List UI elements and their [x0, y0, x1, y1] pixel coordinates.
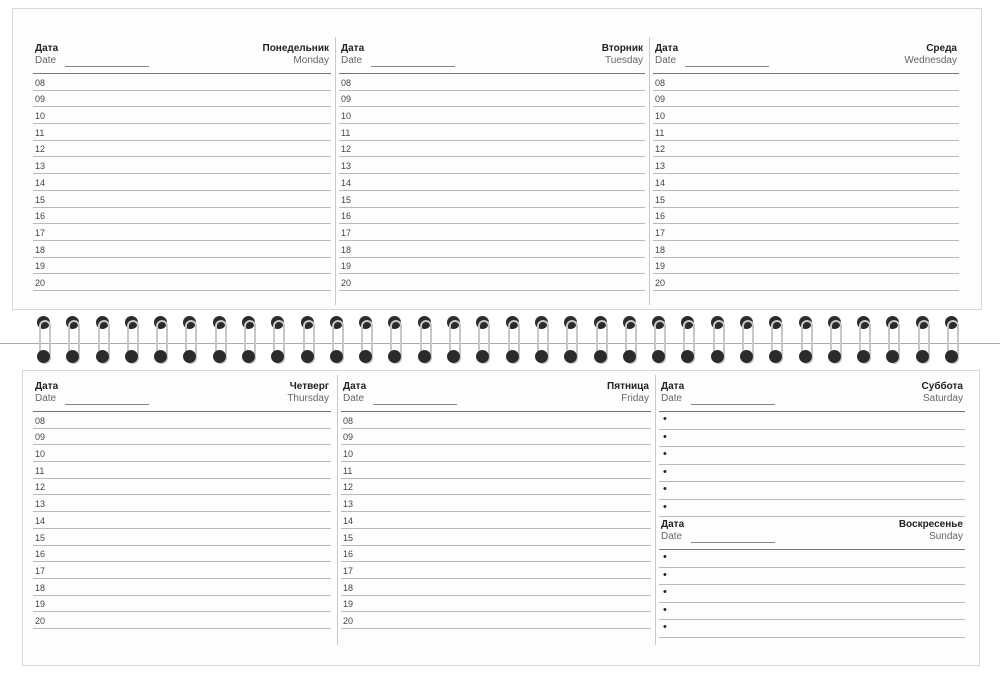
hour-label: 10	[343, 449, 354, 460]
date-label-en: Date	[655, 55, 677, 66]
binding-ring	[95, 314, 111, 364]
day-name: Пятница	[607, 381, 649, 392]
bullet-icon: •	[663, 430, 667, 443]
column-divider	[655, 375, 656, 645]
hour-row[interactable]	[341, 562, 651, 579]
day-header	[341, 377, 651, 411]
hour-row[interactable]	[341, 512, 651, 529]
note-row[interactable]	[659, 412, 965, 430]
hour-label: 19	[341, 261, 352, 272]
hour-label: 08	[343, 415, 354, 426]
day-name-en: Sunday	[929, 531, 963, 542]
hour-row[interactable]	[33, 529, 331, 546]
binding-ring	[446, 314, 462, 364]
punch-hole	[945, 350, 958, 363]
hour-row[interactable]	[33, 191, 331, 208]
punch-hole	[711, 350, 724, 363]
column-divider	[337, 375, 338, 645]
hour-label: 13	[655, 161, 666, 172]
hour-row[interactable]	[339, 91, 645, 108]
punch-hole	[213, 350, 226, 363]
binding-ring	[270, 314, 286, 364]
note-row[interactable]	[659, 568, 965, 586]
punch-hole	[594, 350, 607, 363]
hour-row[interactable]	[33, 224, 331, 241]
hour-row[interactable]	[341, 445, 651, 462]
binding-ring	[124, 314, 140, 364]
hour-label: 09	[655, 94, 666, 105]
note-row[interactable]	[659, 603, 965, 621]
bottom-page	[22, 370, 980, 666]
hour-label: 17	[35, 227, 46, 238]
date-label-en: Date	[341, 55, 363, 66]
hour-row[interactable]	[33, 208, 331, 225]
hour-label: 13	[35, 161, 46, 172]
hour-label: 12	[35, 482, 46, 493]
hour-row[interactable]	[33, 91, 331, 108]
bullet-list	[659, 412, 965, 517]
punch-hole	[652, 350, 665, 363]
date-label-en: Date	[35, 55, 57, 66]
top-page	[12, 8, 982, 310]
hour-row[interactable]	[341, 596, 651, 613]
hour-label: 10	[35, 111, 46, 122]
hour-label: 17	[341, 227, 352, 238]
date-label: Дата	[35, 43, 59, 54]
binding-ring	[680, 314, 696, 364]
binding-ring	[387, 314, 403, 364]
binding-ring	[417, 314, 433, 364]
day-name: Суббота	[921, 381, 963, 392]
binding-ring	[710, 314, 726, 364]
hour-label: 20	[341, 277, 352, 288]
column-divider	[335, 37, 336, 305]
hour-row[interactable]	[653, 74, 959, 91]
day-column-thursday	[33, 377, 331, 629]
punch-hole	[96, 350, 109, 363]
hour-row[interactable]	[33, 429, 331, 446]
hour-row[interactable]	[33, 74, 331, 91]
hour-label: 18	[655, 244, 666, 255]
hour-list	[33, 412, 331, 629]
date-label: Дата	[661, 519, 685, 530]
hour-label: 16	[341, 211, 352, 222]
hour-row[interactable]	[341, 529, 651, 546]
binding-ring	[36, 314, 52, 364]
binding-ring	[622, 314, 638, 364]
binding-ring	[475, 314, 491, 364]
hour-label: 14	[655, 177, 666, 188]
hour-row[interactable]	[339, 174, 645, 191]
hour-label: 16	[35, 549, 46, 560]
hour-row[interactable]	[653, 91, 959, 108]
binding-ring	[593, 314, 609, 364]
hour-label: 09	[35, 94, 46, 105]
day-name-en: Friday	[621, 393, 649, 404]
hour-row[interactable]	[33, 512, 331, 529]
hour-label: 20	[343, 615, 354, 626]
punch-hole	[740, 350, 753, 363]
hour-label: 15	[341, 194, 352, 205]
hour-row[interactable]	[341, 429, 651, 446]
day-name-en: Wednesday	[904, 55, 957, 66]
hour-row[interactable]	[653, 174, 959, 191]
bullet-list	[659, 550, 965, 638]
hour-label: 15	[35, 194, 46, 205]
hour-row[interactable]	[339, 241, 645, 258]
day-name: Четверг	[289, 381, 329, 392]
binding-ring	[300, 314, 316, 364]
date-field[interactable]	[65, 404, 149, 405]
hour-label: 12	[35, 144, 46, 155]
hour-label: 16	[343, 549, 354, 560]
hour-row[interactable]	[33, 462, 331, 479]
hour-row[interactable]	[339, 224, 645, 241]
hour-label: 19	[35, 261, 46, 272]
note-row[interactable]	[659, 620, 965, 638]
punch-hole	[447, 350, 460, 363]
hour-label: 20	[35, 615, 46, 626]
day-name: Воскресенье	[898, 519, 963, 530]
binding-ring	[915, 314, 931, 364]
hour-row[interactable]	[653, 124, 959, 141]
hour-label: 19	[655, 261, 666, 272]
hour-row[interactable]	[341, 579, 651, 596]
hour-row[interactable]	[33, 107, 331, 124]
hour-row[interactable]	[339, 157, 645, 174]
date-label: Дата	[655, 43, 679, 54]
hour-row[interactable]	[33, 612, 331, 629]
hour-row[interactable]	[33, 445, 331, 462]
hour-label: 19	[35, 599, 46, 610]
note-row[interactable]	[659, 482, 965, 500]
hour-row[interactable]	[341, 412, 651, 429]
punch-hole	[506, 350, 519, 363]
hour-label: 11	[341, 127, 351, 138]
date-field[interactable]	[685, 66, 769, 67]
hour-label: 10	[341, 111, 352, 122]
bullet-icon: •	[663, 448, 667, 460]
day-name-en: Monday	[293, 55, 329, 66]
day-name: Понедельник	[262, 43, 329, 54]
date-field[interactable]	[65, 66, 149, 67]
bullet-icon: •	[663, 568, 667, 581]
hour-label: 15	[35, 532, 46, 543]
date-field[interactable]	[691, 404, 775, 405]
hour-list	[339, 74, 645, 291]
hour-label: 11	[35, 127, 45, 138]
hour-label: 19	[343, 599, 354, 610]
hour-row[interactable]	[341, 479, 651, 496]
note-row[interactable]	[659, 465, 965, 483]
hour-label: 13	[35, 499, 46, 510]
bullet-icon: •	[663, 483, 667, 495]
binding-ring	[241, 314, 257, 364]
punch-hole	[828, 350, 841, 363]
hour-row[interactable]	[33, 157, 331, 174]
hour-label: 08	[341, 77, 352, 88]
binding-ring	[651, 314, 667, 364]
hour-label: 11	[35, 465, 45, 476]
hour-label: 14	[341, 177, 352, 188]
hour-label: 17	[655, 227, 666, 238]
hour-list	[653, 74, 959, 291]
binding-ring	[534, 314, 550, 364]
punch-hole	[301, 350, 314, 363]
hour-row[interactable]	[33, 546, 331, 563]
hour-label: 12	[343, 482, 354, 493]
hour-row[interactable]	[653, 224, 959, 241]
day-column-saturday	[659, 377, 965, 517]
bullet-icon: •	[663, 500, 667, 513]
hour-row[interactable]	[339, 191, 645, 208]
hour-row[interactable]	[341, 462, 651, 479]
hour-label: 12	[341, 144, 352, 155]
date-label: Дата	[661, 381, 685, 392]
hour-label: 08	[35, 77, 46, 88]
note-row[interactable]	[659, 585, 965, 603]
hour-label: 13	[341, 161, 352, 172]
hour-row[interactable]	[33, 579, 331, 596]
hour-label: 16	[655, 211, 666, 222]
hour-label: 18	[35, 244, 46, 255]
day-header	[653, 39, 959, 73]
hour-label: 14	[343, 515, 354, 526]
hour-label: 17	[343, 565, 354, 576]
binding-ring	[212, 314, 228, 364]
day-name-en: Tuesday	[605, 55, 643, 66]
hour-label: 13	[343, 499, 354, 510]
punch-hole	[916, 350, 929, 363]
hour-row[interactable]	[341, 546, 651, 563]
day-header	[339, 39, 645, 73]
hour-label: 20	[655, 277, 666, 288]
binding-ring	[505, 314, 521, 364]
punch-hole	[535, 350, 548, 363]
binding-ring	[798, 314, 814, 364]
bullet-icon: •	[663, 621, 667, 633]
hour-row[interactable]	[33, 124, 331, 141]
hour-label: 14	[35, 177, 46, 188]
binding-ring	[563, 314, 579, 364]
date-label-en: Date	[661, 393, 683, 404]
hour-row[interactable]	[653, 157, 959, 174]
date-label: Дата	[35, 381, 59, 392]
note-row[interactable]	[659, 550, 965, 568]
bullet-icon: •	[663, 465, 667, 478]
hour-label: 08	[655, 77, 666, 88]
hour-row[interactable]	[339, 74, 645, 91]
day-name-en: Saturday	[922, 393, 963, 404]
day-column-monday	[33, 39, 331, 291]
hour-label: 18	[35, 582, 46, 593]
hour-row[interactable]	[33, 479, 331, 496]
date-field[interactable]	[691, 542, 775, 543]
day-column-sunday	[659, 515, 965, 638]
hour-row[interactable]	[653, 191, 959, 208]
hour-label: 17	[35, 565, 46, 576]
hour-list	[341, 412, 651, 629]
hour-label: 18	[341, 244, 352, 255]
hour-label: 09	[341, 94, 352, 105]
day-name: Среда	[926, 43, 957, 54]
day-header	[659, 377, 965, 411]
hour-row[interactable]	[339, 258, 645, 275]
hour-row[interactable]	[33, 495, 331, 512]
punch-hole	[799, 350, 812, 363]
punch-hole	[242, 350, 255, 363]
hour-label: 18	[343, 582, 354, 593]
day-header	[659, 515, 965, 549]
hour-row[interactable]	[33, 174, 331, 191]
bullet-icon: •	[663, 413, 667, 425]
bullet-icon: •	[663, 551, 667, 563]
hour-label: 10	[655, 111, 666, 122]
hour-label: 15	[343, 532, 354, 543]
day-column-wednesday	[653, 39, 959, 291]
binding-ring	[827, 314, 843, 364]
hour-row[interactable]	[33, 241, 331, 258]
hour-row[interactable]	[339, 141, 645, 158]
hour-row[interactable]	[653, 208, 959, 225]
binding-ring	[65, 314, 81, 364]
hour-row[interactable]	[653, 258, 959, 275]
hour-row[interactable]	[33, 412, 331, 429]
day-name: Вторник	[601, 43, 643, 54]
note-row[interactable]	[659, 447, 965, 465]
date-label: Дата	[343, 381, 367, 392]
hour-label: 09	[343, 432, 354, 443]
date-label-en: Date	[661, 531, 683, 542]
day-column-friday	[341, 377, 651, 629]
punch-hole	[623, 350, 636, 363]
hour-row[interactable]	[33, 274, 331, 291]
punch-hole	[125, 350, 138, 363]
hour-list	[33, 74, 331, 291]
date-label-en: Date	[35, 393, 57, 404]
hour-row[interactable]	[339, 107, 645, 124]
note-row[interactable]	[659, 430, 965, 448]
hour-label: 20	[35, 277, 46, 288]
binding-ring	[944, 314, 960, 364]
hour-label: 11	[343, 465, 353, 476]
hour-row[interactable]	[33, 258, 331, 275]
hour-label: 16	[35, 211, 46, 222]
column-divider	[649, 37, 650, 305]
date-field[interactable]	[371, 66, 455, 67]
hour-row[interactable]	[341, 495, 651, 512]
hour-label: 11	[655, 127, 665, 138]
bullet-icon: •	[663, 586, 667, 598]
date-field[interactable]	[373, 404, 457, 405]
punch-hole	[418, 350, 431, 363]
bullet-icon: •	[663, 603, 667, 616]
page-split-line	[0, 343, 1000, 344]
date-label-en: Date	[343, 393, 365, 404]
hour-row[interactable]	[653, 141, 959, 158]
binding-ring	[885, 314, 901, 364]
hour-label: 12	[655, 144, 666, 155]
date-label: Дата	[341, 43, 365, 54]
hour-label: 08	[35, 415, 46, 426]
hour-row[interactable]	[339, 274, 645, 291]
binding-ring	[182, 314, 198, 364]
hour-label: 14	[35, 515, 46, 526]
hour-label: 15	[655, 194, 666, 205]
hour-row[interactable]	[33, 562, 331, 579]
binding-ring	[329, 314, 345, 364]
day-header	[33, 39, 331, 73]
hour-row[interactable]	[339, 208, 645, 225]
punch-hole	[330, 350, 343, 363]
hour-row[interactable]	[33, 141, 331, 158]
binding-ring	[358, 314, 374, 364]
hour-row[interactable]	[653, 274, 959, 291]
binding-ring	[739, 314, 755, 364]
hour-row[interactable]	[653, 107, 959, 124]
binding-ring	[153, 314, 169, 364]
day-header	[33, 377, 331, 411]
punch-hole	[37, 350, 50, 363]
day-name-en: Thursday	[287, 393, 329, 404]
hour-row[interactable]	[33, 596, 331, 613]
binding-ring	[768, 314, 784, 364]
hour-row[interactable]	[653, 241, 959, 258]
hour-row[interactable]	[341, 612, 651, 629]
hour-label: 09	[35, 432, 46, 443]
binding-ring	[856, 314, 872, 364]
hour-label: 10	[35, 449, 46, 460]
day-column-tuesday	[339, 39, 645, 291]
hour-row[interactable]	[339, 124, 645, 141]
